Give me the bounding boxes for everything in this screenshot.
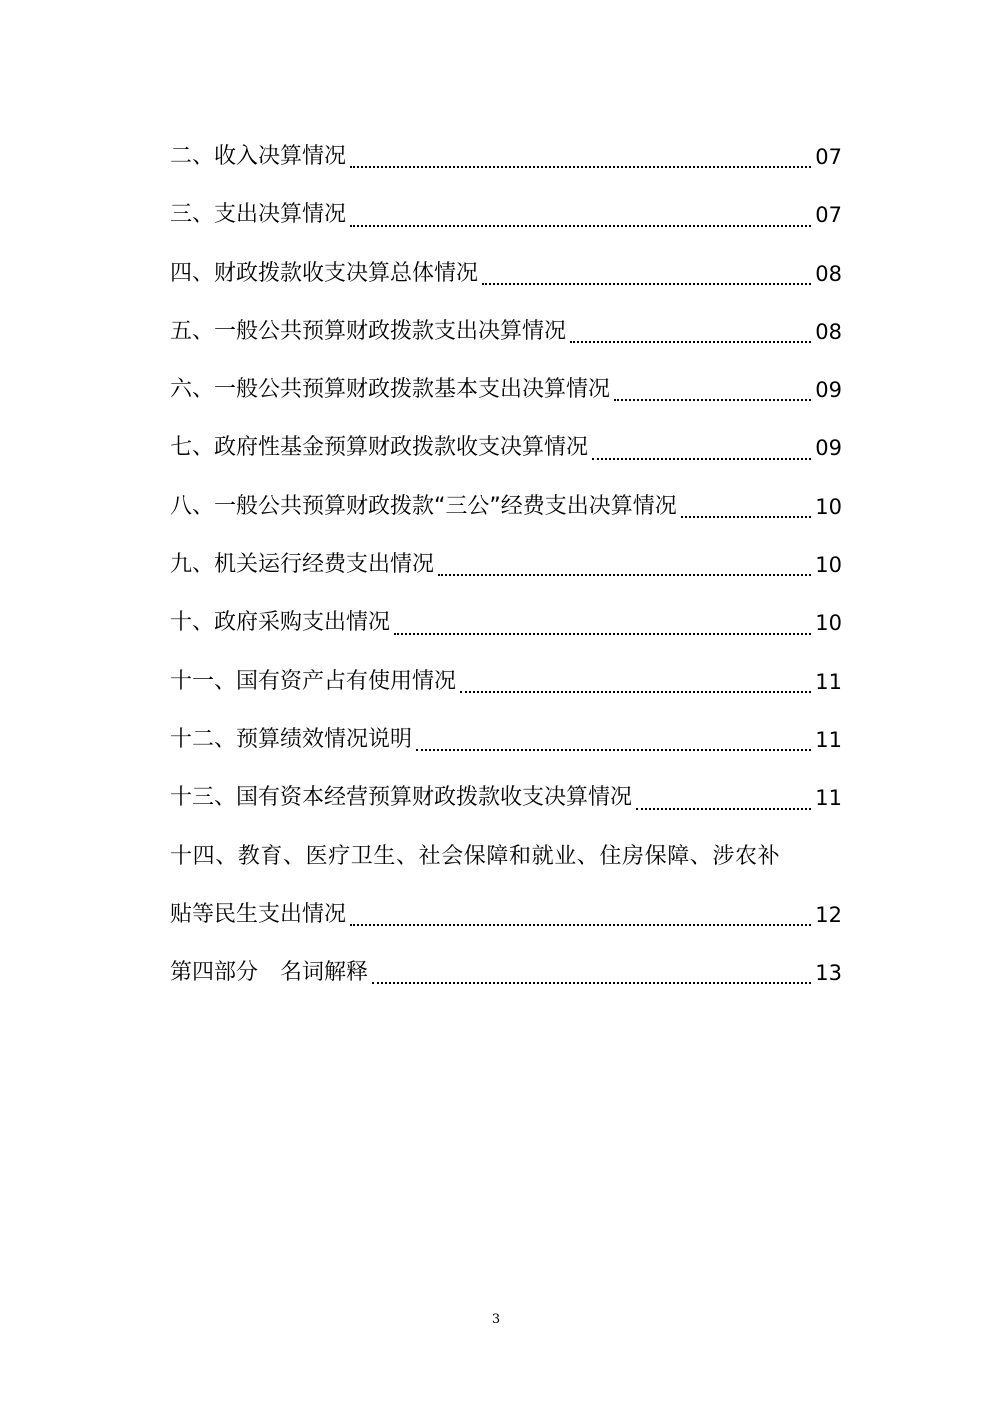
toc-entry-title: 第四部分 名词解释	[170, 960, 369, 986]
toc-entry[interactable]	[170, 128, 842, 186]
toc-entry-page: 11	[815, 727, 842, 752]
toc-leader-dots	[681, 516, 811, 518]
toc-entry-title: 十二、预算绩效情况说明	[170, 726, 413, 752]
toc-entry-title: 十三、国有资本经营预算财政拨款收支决算情况	[170, 785, 633, 811]
toc-leader-dots	[394, 633, 811, 635]
toc-leader-dots	[416, 749, 811, 751]
toc-leader-dots	[438, 574, 811, 576]
toc-entry-part[interactable]	[170, 944, 842, 1002]
toc-leader-dots	[350, 166, 811, 168]
toc-entry[interactable]	[170, 478, 842, 536]
toc-leader-dots	[482, 283, 811, 285]
toc-leader-dots	[350, 924, 811, 926]
toc-entry-page: 10	[815, 494, 842, 519]
toc-entry-page: 12	[815, 902, 842, 927]
table-of-contents	[170, 128, 842, 1002]
toc-entry-title: 二、收入决算情况	[170, 144, 347, 169]
toc-entry[interactable]	[170, 303, 842, 361]
toc-entry-page: 08	[815, 319, 842, 344]
toc-entry[interactable]	[170, 711, 842, 769]
toc-leader-dots	[614, 399, 811, 401]
toc-entry-page: 09	[815, 436, 842, 461]
toc-entry[interactable]	[170, 536, 842, 594]
page-number: 3	[491, 1312, 501, 1327]
toc-entry-title: 贴等民生支出情况	[170, 901, 347, 927]
toc-entry-page: 09	[815, 378, 842, 403]
toc-entry-title: 十、政府采购支出情况	[170, 610, 391, 636]
toc-leader-dots	[372, 982, 811, 984]
toc-entry-title: 四、财政拨款收支决算总体情况	[170, 260, 479, 286]
toc-entry-wrapped-line1[interactable]: 十四、教育、医疗卫生、社会保障和就业、住房保障、涉农补	[170, 843, 781, 869]
toc-leader-dots	[460, 691, 811, 693]
toc-entry-title: 三、支出决算情况	[170, 202, 347, 228]
toc-entry-page: 10	[815, 553, 842, 578]
toc-entry-page: 07	[815, 145, 842, 169]
toc-entry-page: 07	[815, 203, 842, 228]
toc-entry-page: 08	[815, 261, 842, 286]
toc-entry-title: 六、一般公共预算财政拨款基本支出决算情况	[170, 377, 611, 403]
toc-entry[interactable]	[170, 186, 842, 244]
toc-entry-page: 11	[815, 786, 842, 811]
toc-entry-page: 13	[815, 961, 842, 986]
toc-entry-page: 10	[815, 611, 842, 636]
toc-entry-title: 九、机关运行经费支出情况	[170, 552, 435, 578]
toc-entry[interactable]	[170, 653, 842, 711]
toc-leader-dots	[592, 458, 811, 460]
toc-entry[interactable]	[170, 594, 842, 652]
toc-entry[interactable]	[170, 769, 842, 827]
toc-entry-page: 11	[815, 669, 842, 694]
toc-entry[interactable]	[170, 419, 842, 477]
toc-leader-dots	[350, 225, 811, 227]
toc-leader-dots	[570, 341, 811, 343]
toc-entry-title: 十一、国有资产占有使用情况	[170, 668, 457, 694]
toc-entry-title: 八、一般公共预算财政拨款“三公”经费支出决算情况	[170, 493, 677, 519]
toc-entry[interactable]	[170, 245, 842, 303]
toc-entry-title: 七、政府性基金预算财政拨款收支决算情况	[170, 435, 589, 461]
toc-leader-dots	[636, 808, 811, 810]
toc-entry-wrapped-line2[interactable]	[170, 886, 842, 944]
toc-entry-title: 五、一般公共预算财政拨款支出决算情况	[170, 318, 567, 344]
toc-entry[interactable]	[170, 361, 842, 419]
